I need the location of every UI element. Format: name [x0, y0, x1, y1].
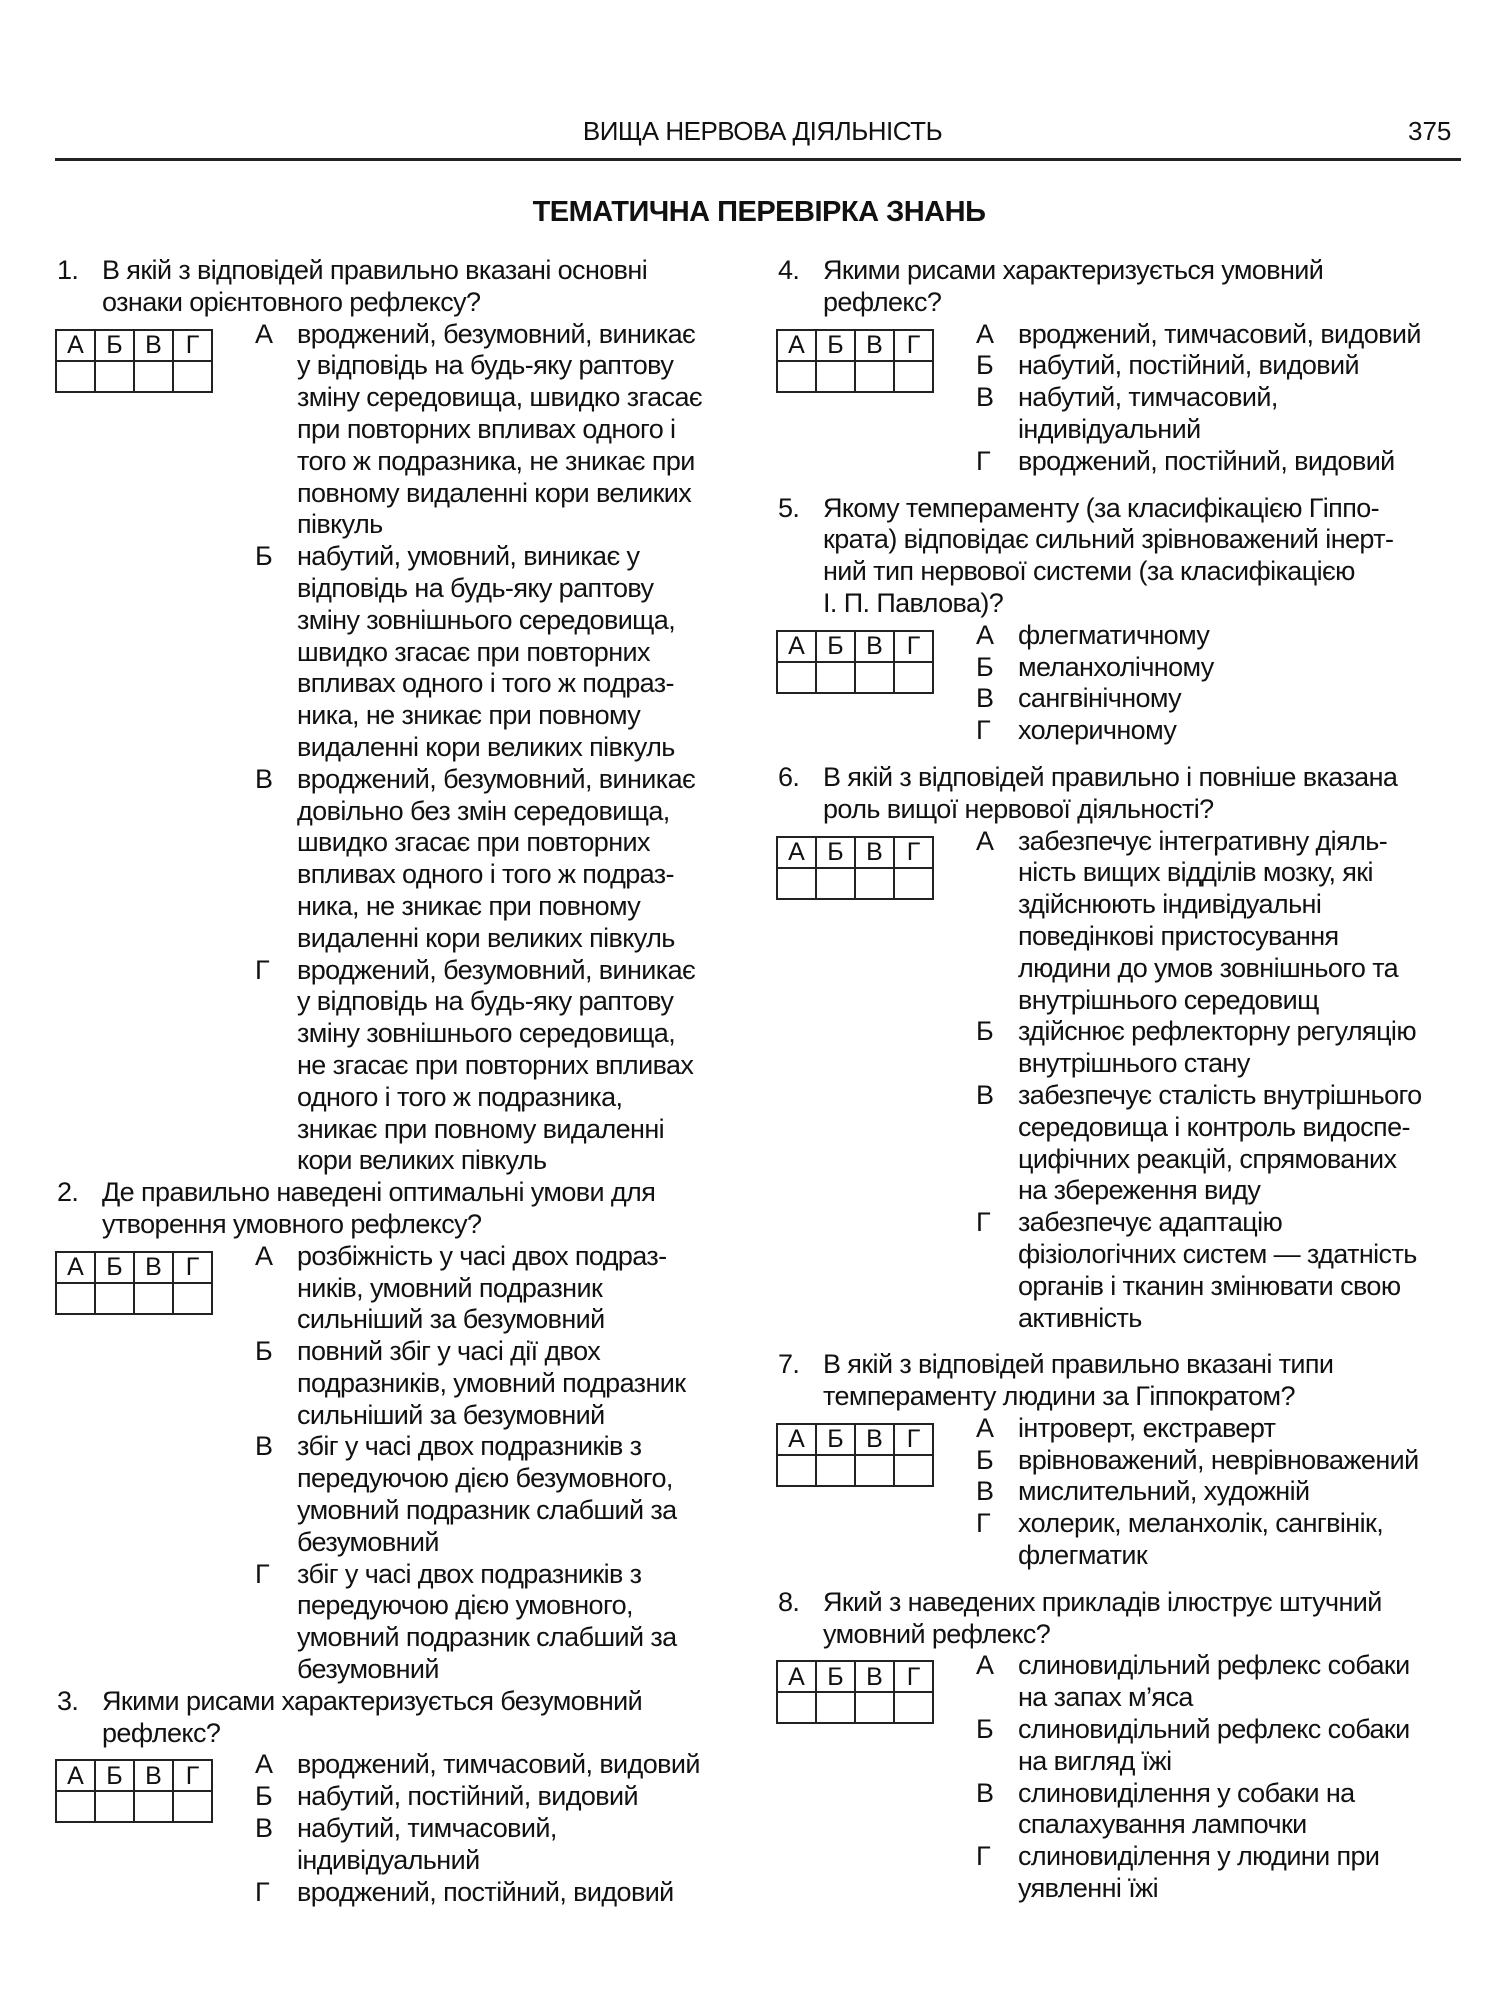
option-text-line: подразників, умовний подразник — [297, 1367, 686, 1398]
answer-grid-header: Г — [894, 330, 933, 361]
option-letter: А — [255, 1749, 273, 1780]
option-text-line: зникає при повному видаленні — [297, 1113, 665, 1144]
chapter-title: ВИЩА НЕРВОВА ДІЯЛЬНІСТЬ — [582, 116, 943, 146]
answer-option — [721, 1778, 1512, 1842]
option-letter: В — [255, 1813, 273, 1844]
option-letter: Б — [976, 651, 994, 682]
option-text-line: сильніший за безумовний — [297, 1304, 605, 1335]
answer-option — [721, 1207, 1512, 1334]
answer-grid-header: В — [134, 1760, 173, 1791]
question-4 — [721, 255, 1512, 478]
question-text-line: темпераменту людини за Гіппократом? — [823, 1381, 1295, 1412]
answer-grid-header: А — [777, 837, 816, 868]
option-text-line: мислительний, художній — [1018, 1476, 1310, 1507]
answer-option — [0, 319, 756, 542]
answer-grid-header: А — [777, 1424, 816, 1455]
answer-grid-header: Г — [894, 837, 933, 868]
option-text-line: внутрішнього середовищ — [1018, 984, 1319, 1015]
option-text-line: півкуль — [297, 509, 383, 540]
answer-grid-header: Г — [894, 1661, 933, 1692]
option-text-line: умовний подразник слабший за — [297, 1495, 677, 1526]
option-text-line: ність вищих відділів мозку, які — [1018, 857, 1373, 888]
option-letter: А — [976, 619, 994, 650]
answer-option — [721, 1508, 1512, 1572]
option-text-line: видаленні кори великих півкуль — [297, 922, 675, 953]
answer-option — [721, 350, 1512, 382]
option-text-line: при повторних впливах одного і — [297, 413, 676, 444]
option-text-line: кори великих півкуль — [297, 1145, 547, 1176]
option-letter: Г — [255, 1876, 270, 1907]
answer-grid-header: В — [134, 1252, 173, 1283]
question-number: 1. — [57, 255, 79, 285]
option-text-line: передуючою дією безумовного, — [297, 1463, 673, 1494]
option-text-line: флегматичному — [1018, 619, 1210, 650]
answer-grid-header: Б — [816, 330, 855, 361]
option-text-line: врівноважений, неврівноважений — [1018, 1444, 1419, 1475]
option-letter: Б — [976, 350, 994, 381]
answer-option — [721, 1016, 1512, 1080]
answer-grid-header: А — [56, 1760, 95, 1791]
answer-option — [0, 1336, 756, 1431]
option-text-line: набутий, тимчасовий, — [297, 1813, 557, 1844]
option-text-line: зміну зовнішнього середовища, — [297, 604, 676, 635]
question-number: 7. — [778, 1349, 800, 1380]
answer-grid-header: А — [777, 631, 816, 662]
option-letter: В — [255, 763, 273, 794]
option-text-line: органів і тканин змінювати свою — [1018, 1270, 1401, 1301]
answer-options — [0, 1241, 756, 1686]
answer-option — [0, 1749, 756, 1781]
answer-options — [721, 1650, 1512, 1904]
option-text-line: впливах одного і того ж подраз- — [297, 668, 674, 699]
option-text-line: здійснюють індивідуальні — [1018, 889, 1322, 920]
option-text-line: повному видаленні кори великих — [297, 477, 692, 508]
answer-option — [721, 319, 1512, 351]
question-text-line: крата) відповідає сильний зрівноважений інерт- — [823, 524, 1394, 555]
option-text-line: ника, не зникає при повному — [297, 700, 641, 731]
question-2 — [0, 1177, 756, 1686]
answer-option — [0, 1813, 756, 1877]
option-text-line: набутий, постійний, видовий — [297, 1781, 638, 1812]
question-text-line: Якому темпераменту (за класифікацією Гіппо- — [823, 492, 1380, 523]
option-text-line: ників, умовний подразник — [297, 1272, 603, 1303]
header-rule — [55, 158, 1461, 161]
option-letter: Б — [976, 1714, 994, 1745]
option-letter: Г — [976, 1508, 991, 1539]
answer-options — [0, 319, 756, 1178]
option-text-line: фізіологічних систем — здатність — [1018, 1238, 1417, 1269]
option-letter: Г — [976, 1207, 991, 1238]
answer-grid-header: А — [777, 1661, 816, 1692]
answer-option — [0, 955, 756, 1178]
option-text-line: поведінкові пристосування — [1018, 920, 1339, 951]
answer-option — [721, 1445, 1512, 1477]
answer-options — [721, 620, 1512, 747]
option-text-line: умовний подразник слабший за — [297, 1622, 677, 1653]
option-text-line: впливах одного і того ж подраз- — [297, 859, 674, 890]
answer-grid-header: Г — [894, 1424, 933, 1455]
option-text-line: вроджений, тимчасовий, видовий — [297, 1749, 700, 1780]
answer-grid-header: Б — [95, 1252, 134, 1283]
option-text-line: уявленні їжі — [1018, 1873, 1158, 1904]
option-text-line: відповідь на будь-яку раптову — [297, 572, 654, 603]
answer-grid-header: А — [777, 330, 816, 361]
answer-option — [721, 715, 1512, 747]
question-text-line: І. П. Павлова)? — [823, 587, 1004, 618]
option-text-line: швидко згасає при повторних — [297, 827, 650, 858]
answer-options — [721, 826, 1512, 1335]
option-text-line: видаленні кори великих півкуль — [297, 731, 675, 762]
option-text-line: зміну зовнішнього середовища, — [297, 1018, 676, 1049]
question-number: 3. — [57, 1685, 79, 1716]
option-text-line: вроджений, тимчасовий, видовий — [1018, 318, 1421, 349]
option-text-line: збіг у часі двох подразників з — [297, 1431, 642, 1462]
answer-grid-header: Г — [173, 1252, 212, 1283]
option-text-line: вроджений, безумовний, виникає — [297, 763, 696, 794]
question-number: 4. — [778, 255, 800, 285]
answer-options — [721, 1413, 1512, 1572]
answer-option — [721, 826, 1512, 1017]
option-text-line: сангвінічному — [1018, 683, 1182, 714]
option-text-line: збіг у часі двох подразників з — [297, 1558, 642, 1589]
option-letter: А — [255, 1240, 273, 1271]
answer-grid-header: Б — [816, 837, 855, 868]
option-text-line: холеричному — [1018, 715, 1177, 746]
answer-grid-header: Б — [95, 1760, 134, 1791]
option-letter: Б — [976, 1016, 994, 1047]
option-letter: В — [976, 382, 994, 413]
option-text-line: сильніший за безумовний — [297, 1399, 605, 1430]
question-text-line: рефлекс? — [102, 1717, 221, 1748]
option-text-line: забезпечує сталість внутрішнього — [1018, 1079, 1422, 1110]
question-3 — [0, 1686, 756, 1909]
question-text-line: Якими рисами характеризується умовний — [823, 255, 1324, 285]
answer-grid-header: В — [855, 1424, 894, 1455]
answer-option — [0, 764, 756, 955]
option-text-line: слиновиділення у собаки на — [1018, 1777, 1355, 1808]
option-text-line: меланхолічному — [1018, 651, 1214, 682]
answer-options — [721, 319, 1512, 478]
question-5 — [721, 493, 1512, 747]
answer-grid-header: В — [855, 631, 894, 662]
option-letter: Г — [976, 1841, 991, 1872]
question-text-line: ознаки орієнтовного рефлексу? — [102, 286, 481, 317]
option-letter: Б — [976, 1444, 994, 1475]
option-text-line: індивідуальний — [297, 1844, 480, 1875]
question-text-line: умовний рефлекс? — [823, 1618, 1051, 1649]
option-text-line: набутий, постійний, видовий — [1018, 350, 1359, 381]
question-1 — [0, 255, 756, 1177]
option-letter: Г — [976, 445, 991, 476]
option-text-line: повний збіг у часі дії двох — [297, 1336, 601, 1367]
answer-option — [721, 652, 1512, 684]
option-text-line: безумовний — [297, 1526, 439, 1557]
question-8 — [721, 1587, 1512, 1905]
option-text-line: вроджений, постійний, видовий — [1018, 445, 1395, 476]
question-number: 8. — [778, 1586, 800, 1617]
option-letter: В — [976, 1079, 994, 1110]
answer-grid-header: Г — [173, 1760, 212, 1791]
answer-grid-header: Б — [816, 1424, 855, 1455]
section-heading: ТЕМАТИЧНА ПЕРЕВІРКА ЗНАНЬ — [532, 196, 986, 228]
question-text-line: В якій з відповідей правильно вказані основні — [102, 255, 648, 285]
question-6 — [721, 762, 1512, 1334]
option-letter: В — [255, 1431, 273, 1462]
option-text-line: розбіжність у часі двох подраз- — [297, 1240, 667, 1271]
answer-options — [0, 1749, 756, 1908]
option-text-line: здійснює рефлекторну регуляцію — [1018, 1016, 1416, 1047]
question-text-line: В якій з відповідей правильно і повніше вказана — [823, 761, 1398, 792]
option-text-line: на вигляд їжі — [1018, 1745, 1172, 1776]
answer-option — [721, 683, 1512, 715]
answer-grid-header: В — [855, 837, 894, 868]
option-text-line: ника, не зникає при повному — [297, 890, 641, 921]
answer-option — [0, 1559, 756, 1686]
answer-option — [0, 1781, 756, 1813]
option-letter: Г — [255, 954, 270, 985]
option-text-line: холерик, меланхолік, сангвінік, — [1018, 1508, 1384, 1539]
option-text-line: цифічних реакцій, спрямованих — [1018, 1143, 1397, 1174]
page-number: 375 — [1408, 116, 1452, 146]
option-text-line: швидко згасає при повторних — [297, 636, 650, 667]
answer-option — [0, 1877, 756, 1909]
answer-option — [0, 541, 756, 764]
answer-grid-header: В — [855, 330, 894, 361]
option-text-line: у відповідь на будь-яку раптову — [297, 350, 674, 381]
option-letter: А — [976, 825, 994, 856]
option-text-line: довільно без змін середовища, — [297, 795, 670, 826]
answer-option — [721, 1714, 1512, 1778]
option-text-line: вроджений, безумовний, виникає — [297, 954, 696, 985]
option-text-line: у відповідь на будь-яку раптову — [297, 986, 674, 1017]
question-number: 5. — [778, 492, 800, 523]
option-text-line: безумовний — [297, 1654, 439, 1685]
question-text-line: рефлекс? — [823, 286, 942, 317]
question-text-line: Якими рисами характеризується безумовний — [102, 1685, 643, 1716]
option-text-line: передуючою дією умовного, — [297, 1590, 633, 1621]
option-text-line: набутий, умовний, виникає у — [297, 541, 640, 572]
question-text-line: ний тип нервової системи (за класифікацією — [823, 556, 1355, 587]
question-number: 2. — [57, 1177, 79, 1208]
option-text-line: вроджений, постійний, видовий — [297, 1876, 674, 1907]
answer-grid-header: Б — [816, 1661, 855, 1692]
option-text-line: слиновидільний рефлекс собаки — [1018, 1714, 1410, 1745]
question-number: 6. — [778, 761, 800, 792]
option-text-line: вроджений, безумовний, виникає — [297, 318, 696, 349]
answer-option — [0, 1241, 756, 1336]
option-text-line: одного і того ж подразника, — [297, 1081, 623, 1112]
answer-grid-header: Г — [894, 631, 933, 662]
answer-grid-header: Г — [173, 330, 212, 361]
option-letter: А — [976, 318, 994, 349]
option-letter: В — [976, 683, 994, 714]
option-text-line: набутий, тимчасовий, — [1018, 382, 1278, 413]
answer-option — [0, 1431, 756, 1558]
question-text-line: утворення умовного рефлексу? — [102, 1208, 482, 1239]
answer-option — [721, 382, 1512, 446]
option-text-line: забезпечує адаптацію — [1018, 1207, 1283, 1238]
answer-grid-header: В — [134, 330, 173, 361]
question-text-line: Де правильно наведені оптимальні умови для — [102, 1177, 656, 1208]
answer-grid-header: А — [56, 1252, 95, 1283]
option-letter: А — [255, 318, 273, 349]
option-text-line: на запах м’яса — [1018, 1682, 1193, 1713]
answer-grid-header: А — [56, 330, 95, 361]
option-text-line: не згасає при повторних впливах — [297, 1049, 694, 1080]
answer-grid-header: В — [855, 1661, 894, 1692]
option-letter: Б — [255, 1336, 273, 1367]
option-letter: Г — [255, 1558, 270, 1589]
answer-option — [721, 1413, 1512, 1445]
option-text-line: слиновидільний рефлекс собаки — [1018, 1650, 1410, 1681]
question-text-line: Який з наведених прикладів ілюструє штучний — [823, 1586, 1382, 1617]
answer-grid-header: Б — [816, 631, 855, 662]
question-text-line: роль вищої нервової діяльності? — [823, 793, 1214, 824]
option-text-line: флегматик — [1018, 1540, 1148, 1571]
left-column — [0, 255, 756, 1908]
option-letter: Б — [255, 541, 273, 572]
option-letter: А — [976, 1412, 994, 1443]
question-7 — [721, 1349, 1512, 1572]
answer-option — [721, 1080, 1512, 1207]
option-letter: Б — [255, 1781, 273, 1812]
option-letter: В — [976, 1777, 994, 1808]
option-letter: А — [976, 1650, 994, 1681]
answer-option — [721, 1650, 1512, 1714]
option-text-line: того ж подразника, не зникає при — [297, 445, 695, 476]
option-text-line: на збереження виду — [1018, 1175, 1261, 1206]
option-text-line: людини до умов зовнішнього та — [1018, 952, 1399, 983]
option-text-line: індивідуальний — [1018, 413, 1201, 444]
option-letter: Г — [976, 715, 991, 746]
answer-grid-header: Б — [95, 330, 134, 361]
answer-option — [721, 620, 1512, 652]
option-text-line: внутрішнього стану — [1018, 1048, 1250, 1079]
answer-option — [721, 446, 1512, 478]
option-text-line: інтроверт, екстраверт — [1018, 1412, 1276, 1443]
option-text-line: активність — [1018, 1302, 1142, 1333]
right-column — [721, 255, 1512, 1905]
option-text-line: забезпечує інтегративну діяль- — [1018, 825, 1388, 856]
option-text-line: зміну середовища, швидко згасає — [297, 382, 703, 413]
question-text-line: В якій з відповідей правильно вказані типи — [823, 1349, 1334, 1380]
answer-option — [721, 1476, 1512, 1508]
answer-option — [721, 1841, 1512, 1905]
option-text-line: середовища і контроль видоспе- — [1018, 1111, 1410, 1142]
option-text-line: спалахування лампочки — [1018, 1809, 1307, 1840]
option-letter: В — [976, 1476, 994, 1507]
option-text-line: слиновиділення у людини при — [1018, 1841, 1380, 1872]
